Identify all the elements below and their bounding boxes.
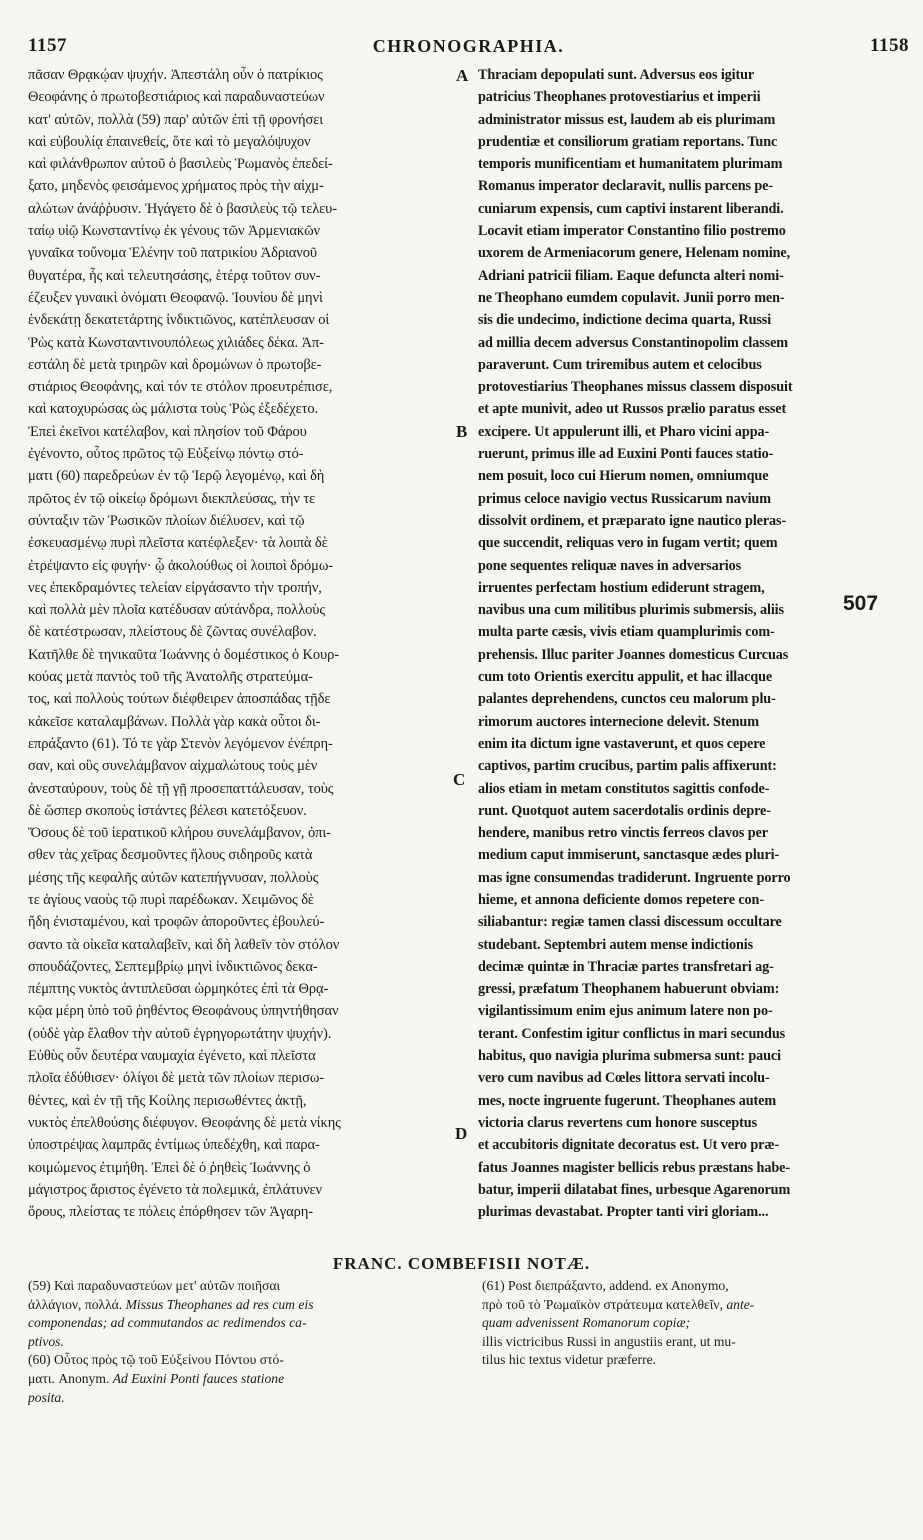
latin-text-line: patricius Theophanes protovestiarius et imperii	[478, 89, 761, 106]
page-header	[28, 30, 909, 62]
greek-text-line: ὅρους, πλείστας τε πόλεις ἐπόρθησεν τῶν Ἀγαρη-	[28, 1204, 313, 1221]
right-page-number: 1158	[870, 35, 909, 56]
greek-text-line: ὑποστρέψας λαμπρᾶς ἐντίμως ὑπεδέχθη, καὶ παρα-	[28, 1137, 320, 1154]
note-text: illis victricibus Russi in angustiis erant, ut mu-	[482, 1333, 736, 1349]
note-text: tilus hic textus videtur præferre.	[482, 1352, 657, 1368]
latin-text-line: ad millia decem adversus Constantinopolim classem	[478, 334, 788, 351]
section-marker-c: C	[453, 770, 466, 789]
latin-text-line: excipere. Ut appulerunt illi, et Pharo vicini appa-	[478, 423, 770, 440]
note-line	[28, 1296, 468, 1315]
greek-text-line: καὶ κατοχυρώσας ὡς μάλιστα τοὺς Ῥὼς ἐξεδέχετο.	[28, 401, 319, 418]
greek-text-line: γυναῖκα τοὔνομα Ἑλένην τοῦ πατρικίου Ἀδριανοῦ	[28, 245, 317, 262]
note-italic-text: quam advenissent Romanorum copiæ;	[482, 1315, 691, 1331]
latin-text-line: uxorem de Armeniacorum genere, Helenam nomine,	[478, 245, 791, 262]
greek-text-line: Θεοφάνης ὁ πρωτοβεστιάριος καὶ παραδυναστεύων	[28, 89, 325, 106]
note-text: ματι. Anonym.	[28, 1370, 113, 1386]
latin-text-line: victoria clarus revertens cum honore susceptus	[478, 1114, 757, 1131]
greek-text-line: μέσης τῆς κεφαλῆς αὐτῶν κατεπήγνυσαν, πολλοὺς	[28, 869, 319, 886]
greek-text-line: καὶ φιλάνθρωπον αὐτοῦ ὁ βασιλεὺς Ῥωμανὸς ἐπεδεί-	[28, 156, 333, 173]
greek-text-line: θυγατέρα, ἧς καὶ τελευτησάσης, ἑτέρᾳ τοῦτον συν-	[28, 267, 321, 284]
latin-text-line: plurimas devastabat. Propter tanti viri gloriam...	[478, 1204, 769, 1221]
greek-text-line: μάγιστρος ἄριστος ἐγένετο τὰ πολεμικά, ἐπλάτυνεν	[28, 1181, 322, 1198]
latin-text-line: studebant. Septembri autem mense indictionis	[478, 936, 754, 953]
latin-text-line: fatus Joannes magister bellicis rebus præstans habe-	[478, 1159, 790, 1176]
note-line	[28, 1277, 468, 1296]
latin-text-line: hieme, et annona deficiente domos repetere con-	[478, 891, 764, 908]
greek-text-line: δὲ ὥσπερ σκοποὺς ἱστάντες βέλεσι κατετόξευον.	[28, 802, 307, 819]
latin-text-line: protovestiarius Theophanes missus classem disposuit	[478, 379, 793, 396]
latin-text-line: alios etiam in metam constitutos sagittis confode-	[478, 780, 770, 797]
section-marker-d: D	[455, 1124, 468, 1143]
greek-text-line: κῷα μέρη ὑπὸ τοῦ ῥηθέντος Θεοφάνους ὑπηντήθησαν	[28, 1003, 339, 1020]
note-line	[28, 1333, 468, 1352]
latin-text-line: multa parte cæsis, vivis etiam quamplurimis com-	[478, 624, 775, 641]
greek-text-line: καὶ εὐβουλίᾳ ἐπαινεθείς, ὅτε καὶ τὸ μεγαλόψυχον	[28, 133, 311, 150]
note-line	[482, 1333, 908, 1352]
latin-text-line: ne Theophano eumdem copulavit. Junii porro men-	[478, 289, 785, 306]
running-title: CHRONOGRAPHIA.	[372, 35, 565, 56]
notes-title: FRANC. COMBEFISII NOTÆ.	[332, 1254, 591, 1273]
greek-text-line: Κατῆλθε δὲ τηνικαῦτα Ἰωάννης ὁ δομέστικος ὁ Κουρ-	[28, 646, 339, 663]
greek-column	[28, 64, 456, 1223]
greek-text-line: Ῥὼς κατὰ Κωνσταντινουπόλεως χιλιάδες δέκα. Ἀπ-	[28, 334, 324, 351]
greek-text-line: κἀκεῖσε καταλαμβάνων. Πολλὰ γὰρ κακὰ οὗτοι δι-	[28, 713, 321, 730]
notes-left-column	[28, 1277, 468, 1407]
latin-text-line: prudentiæ et consiliorum gratiam reportans. Tunc	[478, 133, 778, 150]
greek-text-line: εστάλη δὲ μετὰ τριηρῶν καὶ δρομώνων ὁ πρωτοβε-	[28, 356, 322, 373]
note-text: (61) Post διεπράξαντο, addend. ex Anonymo,	[482, 1278, 729, 1293]
greek-text-line: καὶ πολλὰ μὲν πλοῖα κατέδυσαν αὐτάνδρα, πολλοὺς	[28, 602, 325, 619]
note-italic-text: Missus Theophanes ad res cum eis	[125, 1296, 314, 1312]
latin-text-line: sis die undecimo, indictione decima quarta, Russi	[478, 312, 772, 329]
latin-text-line: decimæ quintæ in Thraciæ partes transfretari ag-	[478, 958, 774, 975]
note-line	[28, 1370, 468, 1389]
greek-text-line: έζευξεν γυναικὶ ὀνόματι Θεοφανῷ. Ἰουνίου δὲ μηνὶ	[28, 289, 323, 306]
greek-text-line: ἑνδεκάτῃ δεκατετάρτης ἰνδικτιῶνος, κατέπλευσαν οἱ	[28, 312, 330, 329]
latin-text-line: mas igne consumendas tradiderunt. Ingruente porro	[478, 869, 791, 886]
latin-column	[478, 64, 908, 1223]
latin-text-line: Romanus imperator declaravit, nullis parcens pe-	[478, 178, 773, 195]
greek-text-line: δὲ κατέστρωσαν, πλείστους δὲ ζῶντας συνέλαβον.	[28, 624, 317, 641]
latin-text-line: rimorum auctores internecione delevit. Stenum	[478, 713, 759, 730]
greek-text-line: Ὅσους δὲ τοῦ ἱερατικοῦ κλήρου συνελάμβανον, ὀπι-	[28, 825, 331, 842]
greek-text-line: ἤδη ἐνισταμένου, καὶ τροφῶν ἀποροῦντες ἐβουλεύ-	[28, 914, 325, 931]
latin-text-line: batur, imperii dilatabat fines, urbesque Agarenorum	[478, 1181, 791, 1198]
latin-text-line: nem posuit, loco cui Hierum nomen, omniumque	[478, 468, 769, 485]
latin-text-line: paraverunt. Cum triremibus autem et celocibus	[478, 356, 762, 373]
latin-text-line: cum toto Orientis exercitu appulit, et hac illacque	[478, 669, 773, 686]
note-line	[28, 1389, 468, 1408]
latin-text-line: dissolvit ordinem, et præparato igne nautico pleras-	[478, 512, 787, 529]
latin-text-line: vero cum navibus ad Cœles littora servati incolu-	[478, 1070, 770, 1087]
latin-text-line: siliabantur: regiæ tamen classi discessum occultare	[478, 914, 782, 931]
greek-text-line: ἐτρέψαντο εἰς φυγήν· ᾧ ἀκολούθως οἱ λοιποὶ δρόμω-	[28, 557, 334, 574]
note-line	[28, 1351, 468, 1370]
latin-text-line: et apte munivit, adeo ut Russos prælio paratus esset	[478, 401, 787, 418]
greek-text-line: κατ' αὐτῶν, πολλὰ (59) παρ' αὐτῶν ἐπὶ τῇ φρονήσει	[28, 111, 324, 128]
greek-text-line: πρῶτος ἐν τῷ οἰκείῳ δρόμωνι διεκπλεύσας, τὴν τε	[28, 490, 316, 507]
latin-text-line: mes, nocte ingruente fugerunt. Theophanes autem	[478, 1092, 777, 1109]
latin-text-line: gressi, præfatum Theophanem habuerunt obviam:	[478, 981, 780, 998]
latin-text-line: Locavit etiam imperator Constantino filio postremo	[478, 223, 786, 240]
note-text: (59) Καὶ παραδυναστεύων μετ' αὐτῶν ποιῆσαι	[28, 1278, 281, 1293]
latin-text-line: palantes deprehendens, cunctos ceu malorum plu-	[478, 691, 776, 708]
latin-text-line: habitus, quo navigia plurima submersa sunt: pauci	[478, 1048, 781, 1065]
latin-text-line: Thraciam depopulati sunt. Adversus eos igitur	[478, 67, 755, 83]
note-text: πρὸ τοῦ τὸ Ῥωμαϊκὸν στράτευμα κατελθεῖν,	[482, 1296, 727, 1312]
greek-text-line: ἐγένοντο, οὗτος πρῶτος τῷ Εὐξείνῳ πόντῳ στό-	[28, 446, 304, 463]
greek-text-line: (οὐδὲ γὰρ ἔλαθον τὴν αὐτοῦ ἐγρηγορωτάτην ψυχήν).	[28, 1025, 332, 1042]
latin-text-line: enim ita dictum igne vastaverunt, et quos cepere	[478, 735, 766, 752]
greek-text-line: αλώτων ἀνάῤῥυσιν. Ἠγάγετο δὲ ὁ βασιλεὺς τῷ τελευ-	[28, 200, 337, 217]
greek-text-line: πᾶσαν Θρᾳκῴαν ψυχήν. Ἀπεστάλη οὖν ὁ πατρίκιος	[28, 67, 323, 83]
latin-text-line: administrator missus est, laudem ab eis plurimam	[478, 111, 776, 128]
greek-text-line: τε ἁγίους ναοὺς τῷ πυρὶ παρέδωκαν. Χειμῶνος δὲ	[28, 891, 314, 908]
latin-text-line: cuniarum expensis, cum captivi instarent liberandi.	[478, 200, 784, 217]
notes-right-column	[482, 1277, 908, 1370]
greek-text-line: ματι (60) παρεδρεύων ἐν τῷ Ἱερῷ λεγομένῳ, καὶ δὴ	[28, 468, 325, 485]
latin-text-line: ruerunt, primus ille ad Euxini Ponti fauces statio-	[478, 446, 774, 463]
latin-text-line: medium caput immiserunt, sanctasque ædes pluri-	[478, 847, 780, 864]
note-italic-text: ptivos.	[28, 1333, 64, 1349]
greek-text-line: επράξαντο (61). Τό τε γὰρ Στενὸν λεγόμενον ἐνέπρη-	[28, 735, 333, 752]
latin-text-line: que succendit, reliquas vero in fugam vertit; quem	[478, 535, 778, 552]
latin-text-line: pone sequentes reliquæ naves in adversarios	[478, 557, 742, 574]
greek-text-line: Εὐθὺς οὖν δευτέρα ναυμαχία ἐγένετο, καὶ πλεῖστα	[28, 1048, 316, 1065]
latin-text-line: captivos, partim crucibus, partim palis affixerunt:	[478, 758, 777, 775]
latin-text-line: primus celoce navigio vectus Russicarum navium	[478, 490, 771, 507]
latin-text-line: temporis munificentiam et humanitatem plurimam	[478, 156, 783, 173]
latin-text-line: runt. Quotquot autem sacerdotalis ordinis depre-	[478, 802, 771, 819]
note-italic-text: ante-	[726, 1296, 755, 1312]
greek-text-line: στιάριος Θεοφάνης, καὶ τόν τε στόλον προευτρέπισε,	[28, 379, 333, 396]
section-marker-a: A	[456, 66, 469, 85]
greek-text-line: θέντες, καὶ ἐν τῇ τῆς Κοίλης περισωθέντες ἀκτῇ,	[28, 1092, 307, 1109]
greek-text-line: σύνταξιν τῶν Ῥωσικῶν πλοίων διέλυσεν, καὶ τῷ	[28, 512, 305, 529]
greek-text-line: τος, καὶ πολλοὺς τούτων διέφθειρεν ἀποσπάδας τῇδε	[28, 691, 331, 708]
greek-text-line: κοιμώμενος ἐτιμήθη. Ἐπεὶ δὲ ὁ ῥηθεὶς Ἰωάννης ὁ	[28, 1159, 311, 1176]
note-italic-text: componendas; ad commutandos ac redimendos ca-	[28, 1315, 307, 1331]
greek-text-line: πλοῖα ἐδύθισεν· ὀλίγοι δὲ μετὰ τῶν πλοίων περισω-	[28, 1070, 325, 1087]
greek-text-line: πέμπτης νυκτὸς ἀντιπλεῦσαι ὡρμηκότες ἐπὶ τὰ Θρᾳ-	[28, 981, 329, 998]
greek-text-line: σαντο τὰ οἰκεῖα καταλαβεῖν, καὶ δὴ λαθεῖν τὸν στόλον	[28, 936, 340, 953]
section-marker-b: B	[456, 422, 468, 441]
greek-text-line: κούας μετὰ παντὸς τοῦ τῆς Ἀνατολῆς στρατεύμα-	[28, 669, 313, 686]
greek-text-line: σπουδάζοντες, Σεπτεμβρίῳ μηνὶ ἰνδικτιῶνος δεκα-	[28, 958, 318, 975]
note-italic-text: Ad Euxini Ponti fauces statione	[112, 1370, 285, 1386]
latin-text-line: hendere, manibus retro vinctis ferreos clavos per	[478, 825, 768, 842]
greek-text-line: ξατο, μηδενὸς φεισάμενος χρήματος πρὸς τὴν αἰχμ-	[28, 178, 324, 195]
greek-text-line: ταίῳ υἱῷ Κωνσταντίνῳ ἐκ γένους τῶν Ἀρμενιακῶν	[28, 223, 320, 240]
latin-text-line: terant. Confestim igitur conflictus in mari secundus	[478, 1025, 786, 1042]
note-line	[482, 1296, 908, 1315]
greek-text-line: νυκτὸς ἐπελθούσης διέφυγον. Θεοφάνης δὲ μετὰ νίκης	[28, 1114, 341, 1131]
greek-text-line: νες ἐπεκδραμόντες τελείαν εἰργάσαντο τὴν τροπήν,	[28, 579, 322, 596]
note-italic-text: posita.	[28, 1389, 65, 1405]
note-text: ἀλλάγιον, πολλά.	[28, 1296, 126, 1312]
left-page-number: 1157	[28, 35, 67, 56]
greek-text-line: Ἐπεὶ ἐκεῖνοι κατέλαβον, καὶ πλησίον τοῦ Φάρου	[28, 423, 307, 440]
latin-text-line: et accubitoris dignitate decoratus est. Ut vero præ-	[478, 1137, 780, 1154]
latin-text-line: Adriani patricii filiam. Eaque defuncta alteri nomi-	[478, 267, 784, 284]
note-line	[28, 1314, 468, 1333]
note-text: (60) Οὗτος πρὸς τῷ τοῦ Εὐξείνου Πόντου στό-	[28, 1352, 284, 1368]
greek-text-line: σθεν τὰς χεῖρας δεσμοῦντες ἥλους σιδηροῦς κατὰ	[28, 847, 313, 864]
latin-text-line: prehensis. Illuc pariter Joannes domesticus Curcuas	[478, 646, 789, 663]
note-line	[482, 1314, 908, 1333]
note-line	[482, 1351, 908, 1370]
greek-text-line: σαν, καὶ οὓς συνελάμβανον αἰχμαλώτους τοὺς μὲν	[28, 758, 318, 775]
greek-text-line: ἀνεσταύρουν, τοὺς δὲ τῇ γῇ προσεπαττάλευσαν, τοὺς	[28, 780, 334, 797]
latin-text-line: navibus una cum militibus plurimis submersis, aliis	[478, 602, 784, 619]
latin-text-line: vigilantissimum enim ejus animum latere non po-	[478, 1003, 773, 1020]
latin-text-line: irruentes perfectam hostium ediderunt stragem,	[478, 579, 765, 596]
greek-text-line: ἐσκευασμένῳ πυρὶ πλεῖστα κατέφλεξεν· τὰ λοιπὰ δὲ	[28, 535, 328, 552]
note-line	[482, 1277, 908, 1296]
column-number: 507	[843, 592, 879, 615]
